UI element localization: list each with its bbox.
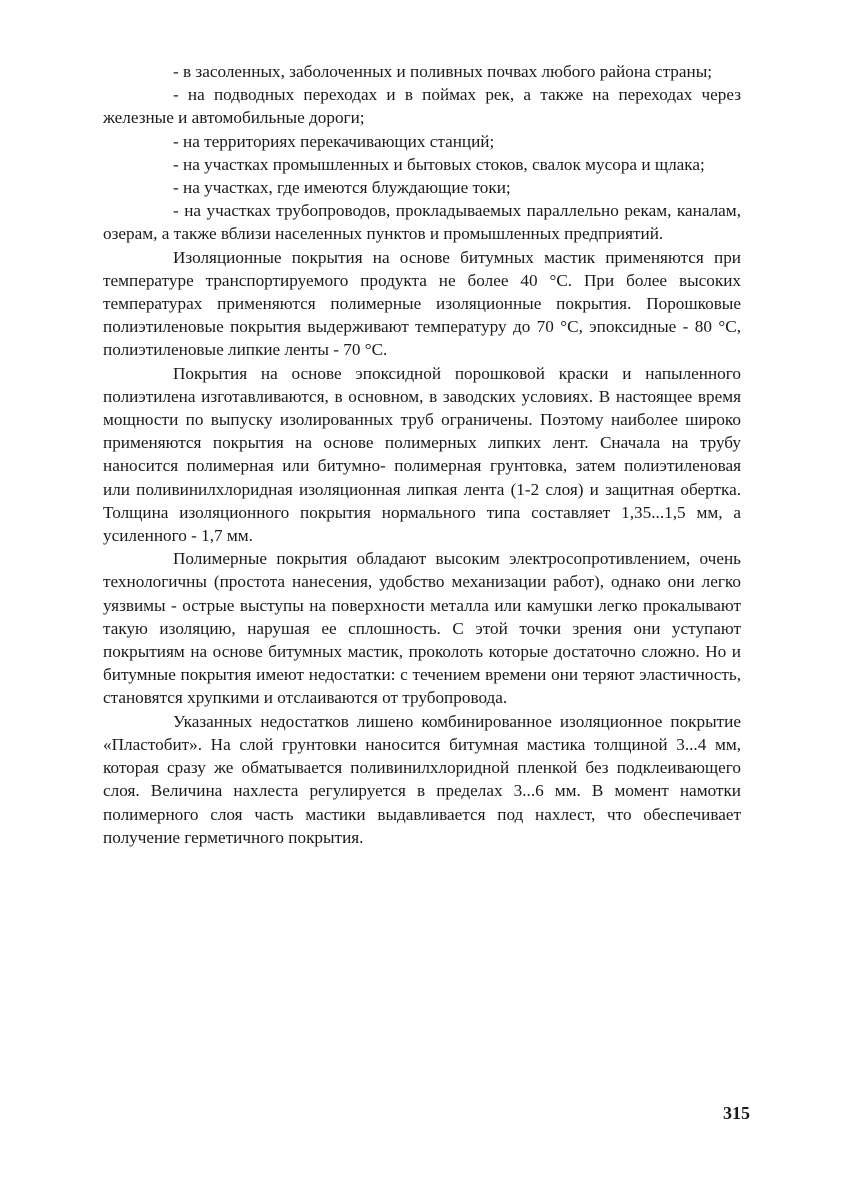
list-item: - на участках, где имеются блуждающие токи; (173, 178, 511, 198)
paragraph-bitumen-coatings: Изоляционные покрытия на основе битумных мастик применяются при температуре транспортируемого продукта не более 40 °С. При более высоких температурах применяются полимерные изоляционные покрытия. Порошковые полиэтиленовые покрытия выдерживают температуру до 70 °С, эпоксидные - 80 °С, полиэтиленовые липкие ленты - 70 °С. (103, 247, 741, 360)
list-item: - на участках трубопроводов, прокладываемых параллельно рекам, каналам, озерам, а также вблизи населенных пунктов и промышленных предприятий. (103, 201, 741, 244)
list-item: - в засоленных, заболоченных и поливных почвах любого района страны; (173, 62, 713, 81)
list-item: - на участках промышленных и бытовых стоков, свалок мусора и щлака; (173, 154, 705, 174)
paragraph-polymer-coatings: Полимерные покрытия обладают высоким электросопротивлением, очень технологичны (простота нанесения, удобство механизации работ), однако они легко уязвимы - острые выступы на поверхности металла или камушки легко прокалывают такую изоляцию, нарушая ее сплошность. С этой точки зрения они уступают покрытиям на основе битумных мастик, проколоть которые достаточно сложно. Но и битумные покрытия имеют недостатки: с течением времени они теряют эластичность, становятся хрупкими и отслаиваются от трубопровода. (103, 549, 741, 708)
list-item: - на подводных переходах и в поймах рек, а также на переходах через железные и автомобильные дороги; (103, 85, 741, 128)
body-text (103, 60, 741, 849)
paragraph-plastobit: Указанных недостатков лишено комбинированное изоляционное покрытие «Пластобит». На слой грунтовки наносится битумная мастика толщиной 3...4 мм, которая сразу же обматывается поливинилхлоридной пленкой без подклеивающего слоя. Величина нахлеста регулируется в пределах 3...6 мм. В момент намотки полимерного слоя часть мастики выдавливается под нахлест, что обеспечивает получение герметичного покрытия. (103, 711, 741, 847)
list-item: - на территориях перекачивающих станций; (173, 131, 495, 151)
paragraph-epoxy-coatings: Покрытия на основе эпоксидной порошковой краски и напыленного полиэтилена изготавливаются, в основном, в заводских условиях. В настоящее время мощности по выпуску изолированных труб ограничены. Поэтому наиболее широко применяются покрытия на основе полимерных липких лент. Сначала на трубу наносится полимерная или битумно- полимерная грунтовка, затем полиэтиленовая или поливинилхлоридная изоляционная липкая лента (1-2 слоя) и защитная обертка. Толщина изоляционного покрытия нормального типа составляет 1,35...1,5 мм, а усиленного - 1,7 мм. (103, 363, 741, 546)
page-number: 315 (723, 1103, 750, 1123)
